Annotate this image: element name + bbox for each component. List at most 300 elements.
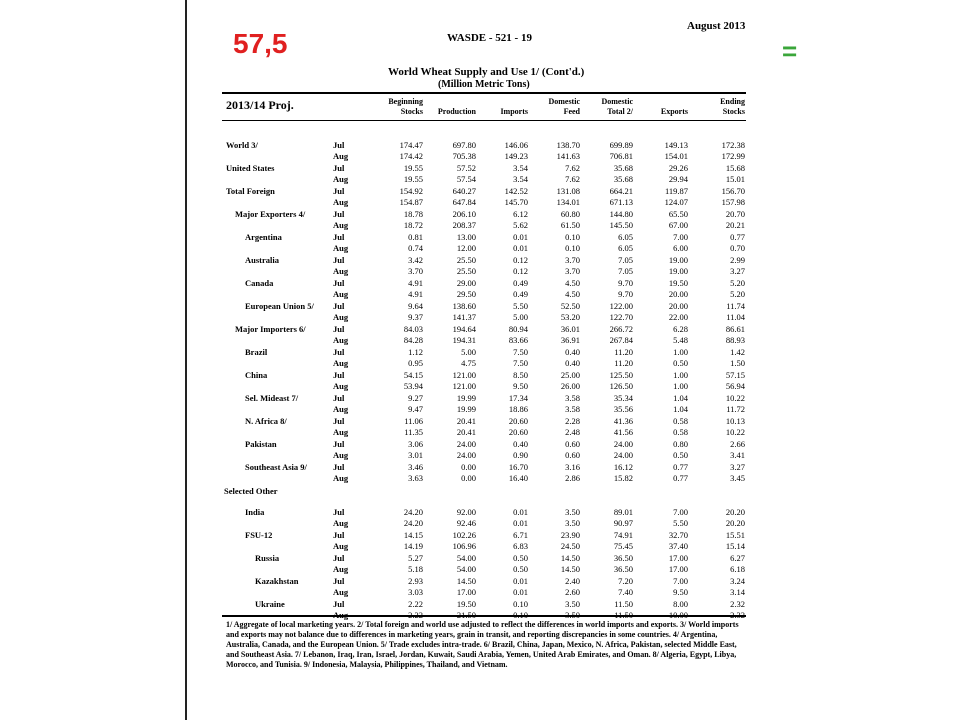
cell-value: 6.05 <box>618 232 633 242</box>
cell-value: 208.37 <box>452 220 476 231</box>
cell-value: 5.20 <box>730 278 745 288</box>
cell-value: 0.12 <box>513 266 528 277</box>
cell-value: 138.60 <box>452 301 476 311</box>
cell-value: 24.20 <box>403 518 423 529</box>
cell-value: 2.99 <box>730 255 745 265</box>
cell-value: 88.93 <box>725 335 745 346</box>
row-label: China <box>245 370 268 380</box>
cell-value: 3.50 <box>565 610 580 621</box>
row-month: Jul <box>333 163 345 173</box>
cell-value: 0.81 <box>408 232 423 242</box>
cell-value: 0.10 <box>565 232 580 242</box>
row-month: Jul <box>333 553 345 563</box>
cell-value: 67.00 <box>668 220 688 231</box>
column-header-line2: Stocks <box>400 107 423 116</box>
cell-value: 106.96 <box>452 541 476 552</box>
cell-value: 149.23 <box>504 151 528 162</box>
cell-value: 57.54 <box>456 174 476 185</box>
cell-value: 12.00 <box>456 243 476 254</box>
cell-value: 65.50 <box>668 209 688 219</box>
cell-value: 35.56 <box>613 404 633 415</box>
cell-value: 0.10 <box>513 610 528 621</box>
cell-value: 141.63 <box>556 151 580 162</box>
column-header-line1: Ending <box>720 97 745 106</box>
cell-value: 20.00 <box>668 301 688 311</box>
row-month: Aug <box>333 220 349 231</box>
row-month: Jul <box>333 186 345 196</box>
cell-value: 11.72 <box>726 404 745 415</box>
cell-value: 3.41 <box>730 450 745 461</box>
column-header-line2: Imports <box>500 107 528 116</box>
row-month: Jul <box>333 416 345 426</box>
cell-value: 664.21 <box>609 186 633 196</box>
cell-value: 9.50 <box>673 587 688 598</box>
table-row <box>0 427 960 438</box>
table-row <box>0 450 960 461</box>
column-header <box>480 97 528 117</box>
cell-value: 1.04 <box>673 404 688 415</box>
cell-value: 0.01 <box>513 243 528 254</box>
cell-value: 2.22 <box>408 599 423 609</box>
cell-value: 1.00 <box>673 381 688 392</box>
cell-value: 2.93 <box>408 576 423 586</box>
cell-value: 2.28 <box>565 416 580 426</box>
cell-value: 20.20 <box>725 518 745 529</box>
cell-value: 3.54 <box>513 174 528 185</box>
cell-value: 11.04 <box>726 312 745 323</box>
cell-value: 20.60 <box>508 416 528 426</box>
cell-value: 35.68 <box>613 163 633 173</box>
column-header-line1: Domestic <box>548 97 580 106</box>
table-row <box>0 439 960 450</box>
cell-value: 3.42 <box>408 255 423 265</box>
cell-value: 2.22 <box>408 610 423 621</box>
row-label: Ukraine <box>255 599 285 609</box>
header-rule <box>222 120 746 121</box>
cell-value: 7.50 <box>513 347 528 357</box>
table-row <box>0 151 960 162</box>
cell-value: 3.27 <box>730 462 745 472</box>
cell-value: 92.00 <box>456 507 476 517</box>
cell-value: 24.00 <box>613 450 633 461</box>
row-label: Argentina <box>245 232 282 242</box>
column-header-line1 <box>428 97 476 107</box>
table-row <box>0 473 960 484</box>
cell-value: 26.00 <box>560 381 580 392</box>
cell-value: 11.74 <box>726 301 745 311</box>
row-month: Aug <box>333 564 349 575</box>
cell-value: 131.08 <box>556 186 580 196</box>
cell-value: 53.20 <box>560 312 580 323</box>
cell-value: 29.00 <box>456 278 476 288</box>
cell-value: 6.18 <box>730 564 745 575</box>
row-month: Jul <box>333 507 345 517</box>
cell-value: 36.01 <box>560 324 580 334</box>
report-number: WASDE - 521 - 19 <box>447 32 532 44</box>
row-month: Aug <box>333 587 349 598</box>
cell-value: 52.50 <box>560 301 580 311</box>
cell-value: 0.95 <box>408 358 423 369</box>
cell-value: 0.12 <box>513 255 528 265</box>
table-row <box>0 335 960 346</box>
row-month: Aug <box>333 358 349 369</box>
column-header <box>428 97 476 117</box>
cell-value: 3.58 <box>565 404 580 415</box>
cell-value: 174.47 <box>399 140 423 150</box>
cell-value: 10.22 <box>725 427 745 438</box>
cell-value: 19.55 <box>403 174 423 185</box>
cell-value: 640.27 <box>452 186 476 196</box>
cell-value: 157.98 <box>721 197 745 208</box>
table-row <box>0 243 960 254</box>
cell-value: 13.00 <box>456 232 476 242</box>
cell-value: 9.47 <box>408 404 423 415</box>
cell-value: 3.58 <box>565 393 580 403</box>
cell-value: 154.01 <box>664 151 688 162</box>
cell-value: 0.40 <box>513 439 528 449</box>
cell-value: 9.50 <box>513 381 528 392</box>
column-header <box>375 97 423 117</box>
table-row <box>0 404 960 415</box>
cell-value: 6.12 <box>513 209 528 219</box>
cell-value: 6.00 <box>673 243 688 254</box>
cell-value: 0.58 <box>673 416 688 426</box>
table-row <box>0 576 960 587</box>
column-header <box>532 97 580 117</box>
cell-value: 11.50 <box>614 610 633 621</box>
cell-value: 156.70 <box>721 186 745 196</box>
cell-value: 19.50 <box>456 599 476 609</box>
row-label: Major Importers 6/ <box>235 324 306 334</box>
cell-value: 7.50 <box>513 358 528 369</box>
table-row <box>0 266 960 277</box>
cell-value: 36.91 <box>560 335 580 346</box>
table-row <box>0 289 960 300</box>
cell-value: 19.99 <box>456 404 476 415</box>
cell-value: 18.78 <box>403 209 423 219</box>
cell-value: 6.71 <box>513 530 528 540</box>
table-row <box>0 370 960 381</box>
cell-value: 2.48 <box>565 427 580 438</box>
cell-value: 7.62 <box>565 163 580 173</box>
cell-value: 2.66 <box>730 439 745 449</box>
column-header-line2: Stocks <box>722 107 745 116</box>
table-row <box>0 174 960 185</box>
cell-value: 149.13 <box>664 140 688 150</box>
table-row <box>0 324 960 335</box>
cell-value: 89.01 <box>613 507 633 517</box>
cell-value: 23.90 <box>560 530 580 540</box>
cell-value: 16.12 <box>613 462 633 472</box>
cell-value: 5.00 <box>513 312 528 323</box>
cell-value: 41.36 <box>613 416 633 426</box>
cell-value: 3.24 <box>730 576 745 586</box>
cell-value: 24.20 <box>403 507 423 517</box>
cell-value: 24.50 <box>560 541 580 552</box>
table-row <box>0 393 960 404</box>
table-row <box>0 553 960 564</box>
row-month: Aug <box>333 151 349 162</box>
table-row <box>0 347 960 358</box>
column-header-line1 <box>480 97 528 107</box>
cell-value: 3.70 <box>565 255 580 265</box>
cell-value: 2.32 <box>730 610 745 621</box>
selected-other-label: Selected Other <box>224 486 278 496</box>
cell-value: 54.00 <box>456 564 476 575</box>
cell-value: 267.84 <box>609 335 633 346</box>
cell-value: 19.00 <box>668 266 688 277</box>
cell-value: 0.01 <box>513 507 528 517</box>
row-month: Jul <box>333 324 345 334</box>
table-row <box>0 232 960 243</box>
row-month: Aug <box>333 289 349 300</box>
cell-value: 11.06 <box>404 416 423 426</box>
cell-value: 7.40 <box>618 587 633 598</box>
cell-value: 2.32 <box>730 599 745 609</box>
cell-value: 84.28 <box>403 335 423 346</box>
cell-value: 121.00 <box>452 381 476 392</box>
row-label: Major Exporters 4/ <box>235 209 306 219</box>
cell-value: 3.70 <box>565 266 580 277</box>
cell-value: 22.00 <box>668 312 688 323</box>
cell-value: 266.72 <box>609 324 633 334</box>
cell-value: 17.00 <box>668 553 688 563</box>
cell-value: 32.70 <box>668 530 688 540</box>
column-header-line1 <box>640 97 688 107</box>
cell-value: 141.37 <box>452 312 476 323</box>
cell-value: 17.00 <box>456 587 476 598</box>
cell-value: 705.38 <box>452 151 476 162</box>
row-month: Aug <box>333 266 349 277</box>
cell-value: 5.00 <box>461 347 476 357</box>
cell-value: 3.50 <box>565 507 580 517</box>
report-date: August 2013 <box>687 20 746 32</box>
table-row <box>0 507 960 518</box>
row-month: Jul <box>333 530 345 540</box>
column-header-line1: Beginning <box>388 97 423 106</box>
cell-value: 647.84 <box>452 197 476 208</box>
cell-value: 145.70 <box>504 197 528 208</box>
column-header <box>585 97 633 117</box>
table-row <box>0 541 960 552</box>
cell-value: 36.50 <box>613 553 633 563</box>
cell-value: 1.04 <box>673 393 688 403</box>
table-row <box>0 278 960 289</box>
cell-value: 6.83 <box>513 541 528 552</box>
table-row <box>0 518 960 529</box>
cell-value: 14.50 <box>456 576 476 586</box>
footnote: 1/ Aggregate of local marketing years. 2/ Total foreign and world use adjusted to reflect the differences in world imports and exports. 3/ World imports and exports may not balance due to differences in marketing years, grain in transit, and reporting discrepancies in some countries. 4/ Argentina, Australia, Canada, and the European Union. 5/ Trade excludes intra-trade. 6/ Brazil, China, Japan, Mexico, N. Africa, Pakistan, selected Middle East, and Southeast Asia. 7/ Lebanon, Iraq, Iran, Israel, Jordan, Kuwait, Saudi Arabia, Yemen, United Arab Emirates, and Oman. 8/ Algeria, Egypt, Libya, Morocco, and Tunisia. 9/ Indonesia, Malaysia, Philippines, Thailand, and Vietnam. <box>226 620 739 669</box>
cell-value: 0.74 <box>408 243 423 254</box>
cell-value: 0.40 <box>565 358 580 369</box>
cell-value: 15.51 <box>725 530 745 540</box>
cell-value: 35.34 <box>613 393 633 403</box>
cell-value: 20.00 <box>668 289 688 300</box>
cell-value: 7.62 <box>565 174 580 185</box>
row-month: Jul <box>333 599 345 609</box>
row-month: Aug <box>333 335 349 346</box>
row-month: Jul <box>333 301 345 311</box>
table-row <box>0 599 960 610</box>
cell-value: 154.92 <box>399 186 423 196</box>
cell-value: 3.50 <box>565 599 580 609</box>
table-row <box>0 197 960 208</box>
cell-value: 57.52 <box>456 163 476 173</box>
cell-value: 74.91 <box>613 530 633 540</box>
projection-label: 2013/14 Proj. <box>226 98 294 112</box>
cell-value: 17.00 <box>668 564 688 575</box>
cell-value: 0.00 <box>461 462 476 472</box>
cell-value: 7.00 <box>673 576 688 586</box>
cell-value: 3.63 <box>408 473 423 484</box>
cell-value: 126.50 <box>609 381 633 392</box>
cell-value: 0.01 <box>513 576 528 586</box>
cell-value: 4.91 <box>408 278 423 288</box>
cell-value: 3.27 <box>730 266 745 277</box>
bottom-rule <box>222 615 746 617</box>
table-row <box>0 312 960 323</box>
cell-value: 80.94 <box>508 324 528 334</box>
cell-value: 121.00 <box>452 370 476 380</box>
cell-value: 1.50 <box>730 358 745 369</box>
row-month: Jul <box>333 576 345 586</box>
row-month: Aug <box>333 473 349 484</box>
cell-value: 19.99 <box>456 393 476 403</box>
cell-value: 0.00 <box>461 473 476 484</box>
table-row <box>0 530 960 541</box>
table-row <box>0 587 960 598</box>
cell-value: 671.13 <box>609 197 633 208</box>
cell-value: 0.10 <box>513 599 528 609</box>
cell-value: 11.50 <box>614 599 633 609</box>
cell-value: 146.06 <box>504 140 528 150</box>
cell-value: 172.38 <box>721 140 745 150</box>
cell-value: 124.07 <box>664 197 688 208</box>
cell-value: 3.54 <box>513 163 528 173</box>
cell-value: 56.94 <box>725 381 745 392</box>
cell-value: 7.00 <box>673 232 688 242</box>
table-title: World Wheat Supply and Use 1/ (Cont'd.) <box>388 66 585 78</box>
cell-value: 54.15 <box>403 370 423 380</box>
table-row <box>0 163 960 174</box>
cell-value: 145.50 <box>609 220 633 231</box>
cell-value: 16.70 <box>508 462 528 472</box>
cell-value: 4.75 <box>461 358 476 369</box>
row-month: Aug <box>333 518 349 529</box>
cell-value: 90.97 <box>613 518 633 529</box>
row-label: Brazil <box>245 347 268 357</box>
cell-value: 24.00 <box>456 450 476 461</box>
cell-value: 61.50 <box>560 220 580 231</box>
table-row <box>0 220 960 231</box>
cell-value: 5.50 <box>673 518 688 529</box>
cell-value: 3.70 <box>408 266 423 277</box>
cell-value: 10.22 <box>725 393 745 403</box>
cell-value: 7.05 <box>618 266 633 277</box>
row-month: Aug <box>333 404 349 415</box>
cell-value: 37.40 <box>668 541 688 552</box>
cell-value: 20.70 <box>725 209 745 219</box>
cell-value: 0.58 <box>673 427 688 438</box>
row-label: Kazakhstan <box>255 576 299 586</box>
cell-value: 75.45 <box>613 541 633 552</box>
cell-value: 194.31 <box>452 335 476 346</box>
cell-value: 0.90 <box>513 450 528 461</box>
cell-value: 119.87 <box>664 186 688 196</box>
cell-value: 83.66 <box>508 335 528 346</box>
row-month: Jul <box>333 209 345 219</box>
cell-value: 0.01 <box>513 587 528 598</box>
cell-value: 706.81 <box>609 151 633 162</box>
column-header-line2: Feed <box>563 107 580 116</box>
cell-value: 21.50 <box>456 610 476 621</box>
cell-value: 7.00 <box>673 507 688 517</box>
cell-value: 0.60 <box>565 439 580 449</box>
cell-value: 36.50 <box>613 564 633 575</box>
cell-value: 144.80 <box>609 209 633 219</box>
cell-value: 20.60 <box>508 427 528 438</box>
cell-value: 6.28 <box>673 324 688 334</box>
cell-value: 54.00 <box>456 553 476 563</box>
cell-value: 0.49 <box>513 289 528 300</box>
row-month: Aug <box>333 427 349 438</box>
column-header <box>640 97 688 117</box>
cell-value: 60.80 <box>560 209 580 219</box>
cell-value: 0.77 <box>673 473 688 484</box>
cell-value: 20.41 <box>456 416 476 426</box>
cell-value: 3.01 <box>408 450 423 461</box>
row-month: Aug <box>333 381 349 392</box>
cell-value: 697.80 <box>452 140 476 150</box>
cell-value: 5.27 <box>408 553 423 563</box>
cell-value: 57.15 <box>725 370 745 380</box>
row-label: Canada <box>245 278 274 288</box>
cell-value: 9.70 <box>618 289 633 300</box>
cell-value: 1.00 <box>673 347 688 357</box>
table-row <box>0 381 960 392</box>
row-label: N. Africa 8/ <box>245 416 287 426</box>
row-label: Australia <box>245 255 279 265</box>
cell-value: 35.68 <box>613 174 633 185</box>
row-label: United States <box>226 163 275 173</box>
cell-value: 122.00 <box>609 301 633 311</box>
cell-value: 15.01 <box>725 174 745 185</box>
cell-value: 24.00 <box>456 439 476 449</box>
cell-value: 2.40 <box>565 576 580 586</box>
cell-value: 699.89 <box>609 140 633 150</box>
cell-value: 14.19 <box>403 541 423 552</box>
cell-value: 5.50 <box>513 301 528 311</box>
row-label: FSU-12 <box>245 530 273 540</box>
cell-value: 19.00 <box>668 255 688 265</box>
cell-value: 11.35 <box>404 427 423 438</box>
row-month: Aug <box>333 450 349 461</box>
row-month: Jul <box>333 370 345 380</box>
cell-value: 0.77 <box>673 462 688 472</box>
table-row <box>0 255 960 266</box>
top-rule <box>222 92 746 94</box>
cell-value: 41.56 <box>613 427 633 438</box>
cell-value: 8.00 <box>673 599 688 609</box>
cell-value: 0.80 <box>673 439 688 449</box>
cell-value: 17.34 <box>508 393 528 403</box>
cell-value: 4.50 <box>565 278 580 288</box>
row-label: World 3/ <box>226 140 258 150</box>
cell-value: 134.01 <box>556 197 580 208</box>
cell-value: 7.05 <box>618 255 633 265</box>
cell-value: 19.55 <box>403 163 423 173</box>
cell-value: 20.41 <box>456 427 476 438</box>
